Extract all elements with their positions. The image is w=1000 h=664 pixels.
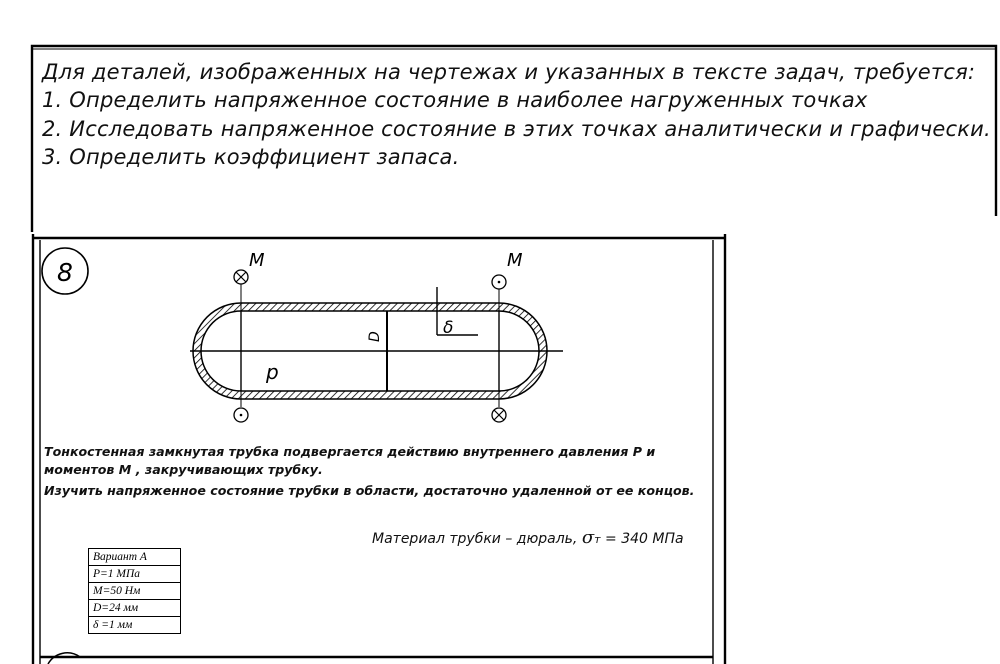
- moment-into-icon-top-left: [234, 270, 248, 284]
- variant-title: Вариант А: [89, 549, 181, 566]
- variant-table: [88, 548, 181, 634]
- variant-moment: M=50 Нм: [89, 583, 181, 600]
- moment-label-left: M: [249, 250, 265, 271]
- variant-thickness: δ =1 мм: [89, 617, 181, 634]
- yield-stress-subscript: т: [594, 533, 601, 546]
- problem-description-line-2: моментов M , закручивающих трубку.: [44, 462, 323, 477]
- moment-into-icon-bottom-right: [492, 408, 506, 422]
- thickness-label: δ: [443, 318, 454, 338]
- moment-out-icon-bottom-left: [234, 408, 248, 422]
- task-item-3: 3. Определить коэффициент запаса.: [42, 145, 460, 169]
- yield-stress-value: = 340 МПа: [605, 531, 684, 547]
- moment-out-icon-top-right: [492, 275, 506, 289]
- problem-description-line-3: Изучить напряженное состояние трубки в области, достаточно удаленной от ее концов.: [44, 483, 695, 498]
- yield-stress-symbol: σ: [581, 527, 595, 548]
- material-line: [372, 527, 684, 548]
- problem-description-line-1: Тонкостенная замкнутая трубка подвергается действию внутреннего давления P и: [44, 444, 656, 459]
- variant-diameter: D=24 мм: [89, 600, 181, 617]
- pressure-label: p: [266, 360, 279, 384]
- moment-label-right: M: [507, 250, 523, 271]
- task-intro: Для деталей, изображенных на чертежах и указанных в тексте задач, требуется:: [42, 60, 976, 84]
- material-text: Материал трубки – дюраль,: [372, 531, 578, 547]
- problem-number: 8: [57, 258, 73, 287]
- task-item-1: 1. Определить напряженное состояние в наиболее нагруженных точках: [42, 88, 868, 112]
- next-problem-circle-stub: [48, 653, 80, 664]
- variant-pressure: P=1 МПа: [89, 566, 181, 583]
- diameter-label: D: [367, 331, 383, 342]
- task-item-2: 2. Исследовать напряженное состояние в этих точках аналитически и графически.: [42, 117, 991, 141]
